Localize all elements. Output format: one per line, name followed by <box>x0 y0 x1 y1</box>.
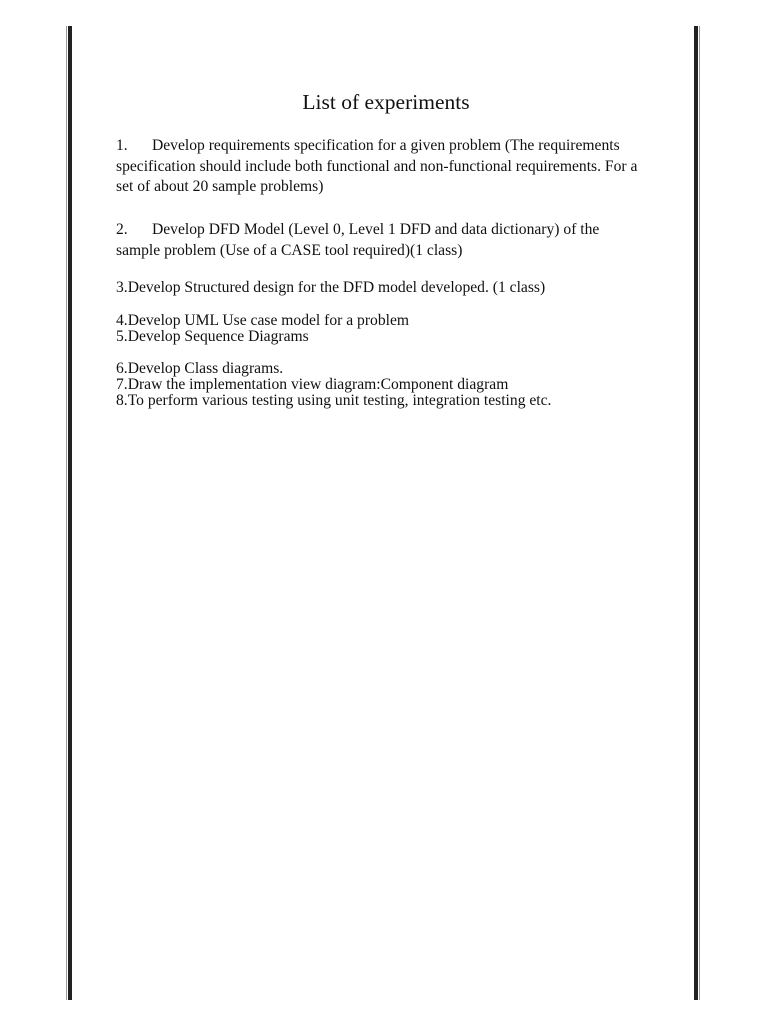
experiment-item-8: 8.To perform various testing using unit testing, integration testing etc. <box>116 392 552 409</box>
right-rule-thick-line <box>694 26 698 1000</box>
experiment-item-7: 7.Draw the implementation view diagram:Component diagram <box>116 376 509 393</box>
experiment-item-3: 3.Develop Structured design for the DFD model developed. (1 class) <box>116 279 546 296</box>
left-rule-thick-line <box>68 26 72 1000</box>
experiment-item-5: 5.Develop Sequence Diagrams <box>116 328 309 345</box>
right-rule-thin-line <box>699 26 700 1000</box>
experiment-text-1: Develop requirements specification for a given problem (The requirements specification should include both functional and non-functional requirements. For a set of about 20 sample problems) <box>116 137 638 195</box>
experiment-text-2: Develop DFD Model (Level 0, Level 1 DFD and data dictionary) of the sample problem (Use of a CASE tool required)(1 class) <box>116 221 600 259</box>
page-title: List of experiments <box>302 90 470 114</box>
right-margin-rule <box>694 26 702 1000</box>
experiment-number-2: 2. <box>116 221 128 238</box>
experiment-item-1 <box>116 136 644 198</box>
experiment-item-4: 4.Develop UML Use case model for a problem <box>116 312 410 329</box>
experiment-item-6: 6.Develop Class diagrams. <box>116 360 284 377</box>
left-margin-rule <box>66 26 74 1000</box>
experiment-number-1: 1. <box>116 137 128 154</box>
experiment-item-2 <box>116 220 644 261</box>
left-rule-thin-line <box>66 26 67 1000</box>
